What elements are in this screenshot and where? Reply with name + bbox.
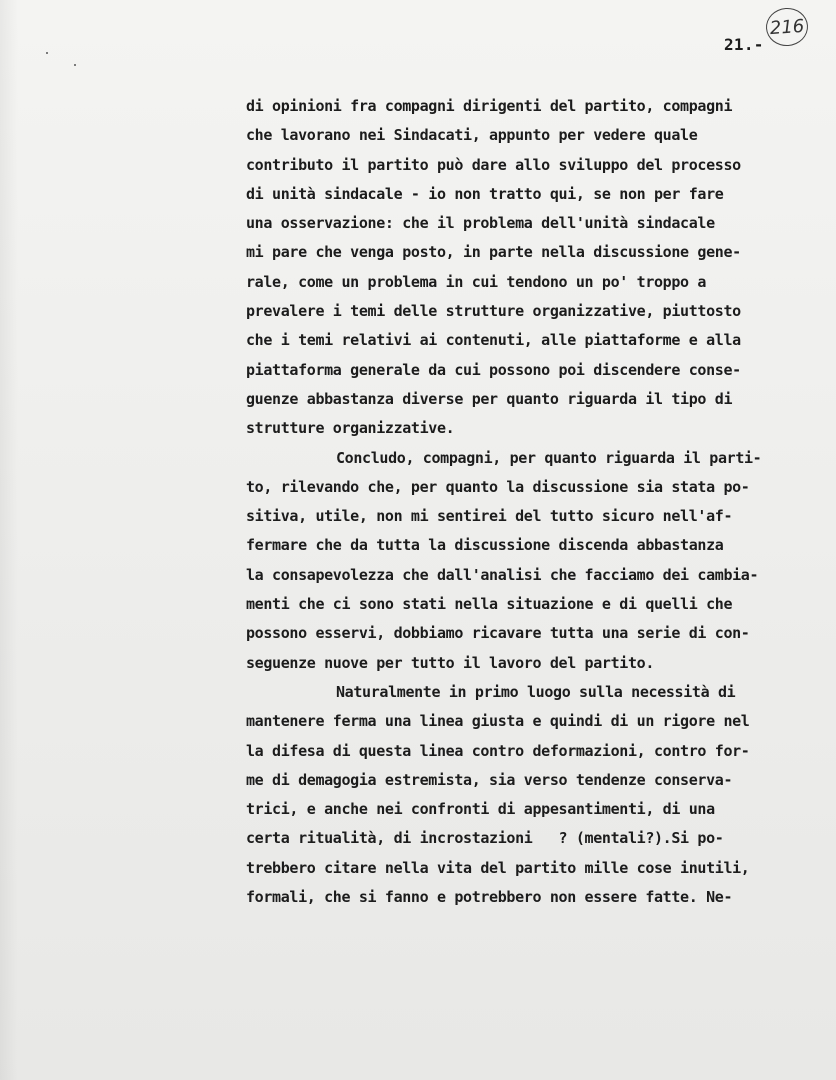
text-line: che i temi relativi ai contenuti, alle piattaforme e alla bbox=[246, 331, 741, 350]
paragraph-start-line: Naturalmente in primo luogo sulla necessità di bbox=[336, 682, 736, 701]
page-number: 21.- bbox=[724, 35, 764, 54]
text-line: strutture organizzative. bbox=[246, 419, 455, 438]
text-line: piattaforma generale da cui possono poi discendere conse- bbox=[246, 360, 741, 379]
text-line: la consapevolezza che dall'analisi che facciamo dei cambia- bbox=[246, 565, 759, 584]
text-line: me di demagogia estremista, sia verso tendenze conserva- bbox=[246, 770, 733, 789]
text-line: rale, come un problema in cui tendono un po' troppo a bbox=[246, 272, 707, 291]
folio-stamp bbox=[765, 7, 810, 48]
text-line: guenze abbastanza diverse per quanto riguarda il tipo di bbox=[246, 389, 733, 408]
folio-stamp-number: 216 bbox=[769, 15, 805, 39]
text-line: menti che ci sono stati nella situazione e di quelli che bbox=[246, 595, 733, 614]
text-line: certa ritualità, di incrostazioni ? (mentali?).Si po- bbox=[246, 829, 724, 848]
text-line: mi pare che venga posto, in parte nella discussione gene- bbox=[246, 243, 741, 262]
text-line: prevalere i temi delle strutture organizzative, piuttosto bbox=[246, 302, 741, 321]
text-line: fermare che da tutta la discussione discenda abbastanza bbox=[246, 536, 724, 555]
text-line: seguenze nuove per tutto il lavoro del partito. bbox=[246, 653, 654, 672]
paper-speck bbox=[74, 64, 76, 66]
text-line: una osservazione: che il problema dell'unità sindacale bbox=[246, 214, 715, 233]
paper-speck bbox=[46, 52, 48, 54]
text-line: di unità sindacale - io non tratto qui, se non per fare bbox=[246, 184, 724, 203]
text-line: formali, che si fanno e potrebbero non essere fatte. Ne- bbox=[246, 888, 733, 907]
text-line: che lavorano nei Sindacati, appunto per vedere quale bbox=[246, 126, 698, 145]
text-line: to, rilevando che, per quanto la discussione sia stata po- bbox=[246, 477, 750, 496]
text-line: trici, e anche nei confronti di appesantimenti, di una bbox=[246, 800, 715, 819]
page-edge-shadow bbox=[0, 0, 18, 1080]
text-line: mantenere ferma una linea giusta e quindi di un rigore nel bbox=[246, 712, 750, 731]
typewritten-body bbox=[246, 92, 818, 912]
text-line: trebbero citare nella vita del partito mille cose inutili, bbox=[246, 858, 750, 877]
text-line: di opinioni fra compagni dirigenti del partito, compagni bbox=[246, 97, 733, 115]
paragraph-start-line: Concludo, compagni, per quanto riguarda il parti- bbox=[336, 448, 762, 467]
text-line: sitiva, utile, non mi sentirei del tutto sicuro nell'af- bbox=[246, 507, 733, 526]
text-line: possono esservi, dobbiamo ricavare tutta una serie di con- bbox=[246, 624, 750, 643]
text-line: contributo il partito può dare allo sviluppo del processo bbox=[246, 155, 741, 174]
text-line: la difesa di questa linea contro deformazioni, contro for- bbox=[246, 741, 750, 760]
